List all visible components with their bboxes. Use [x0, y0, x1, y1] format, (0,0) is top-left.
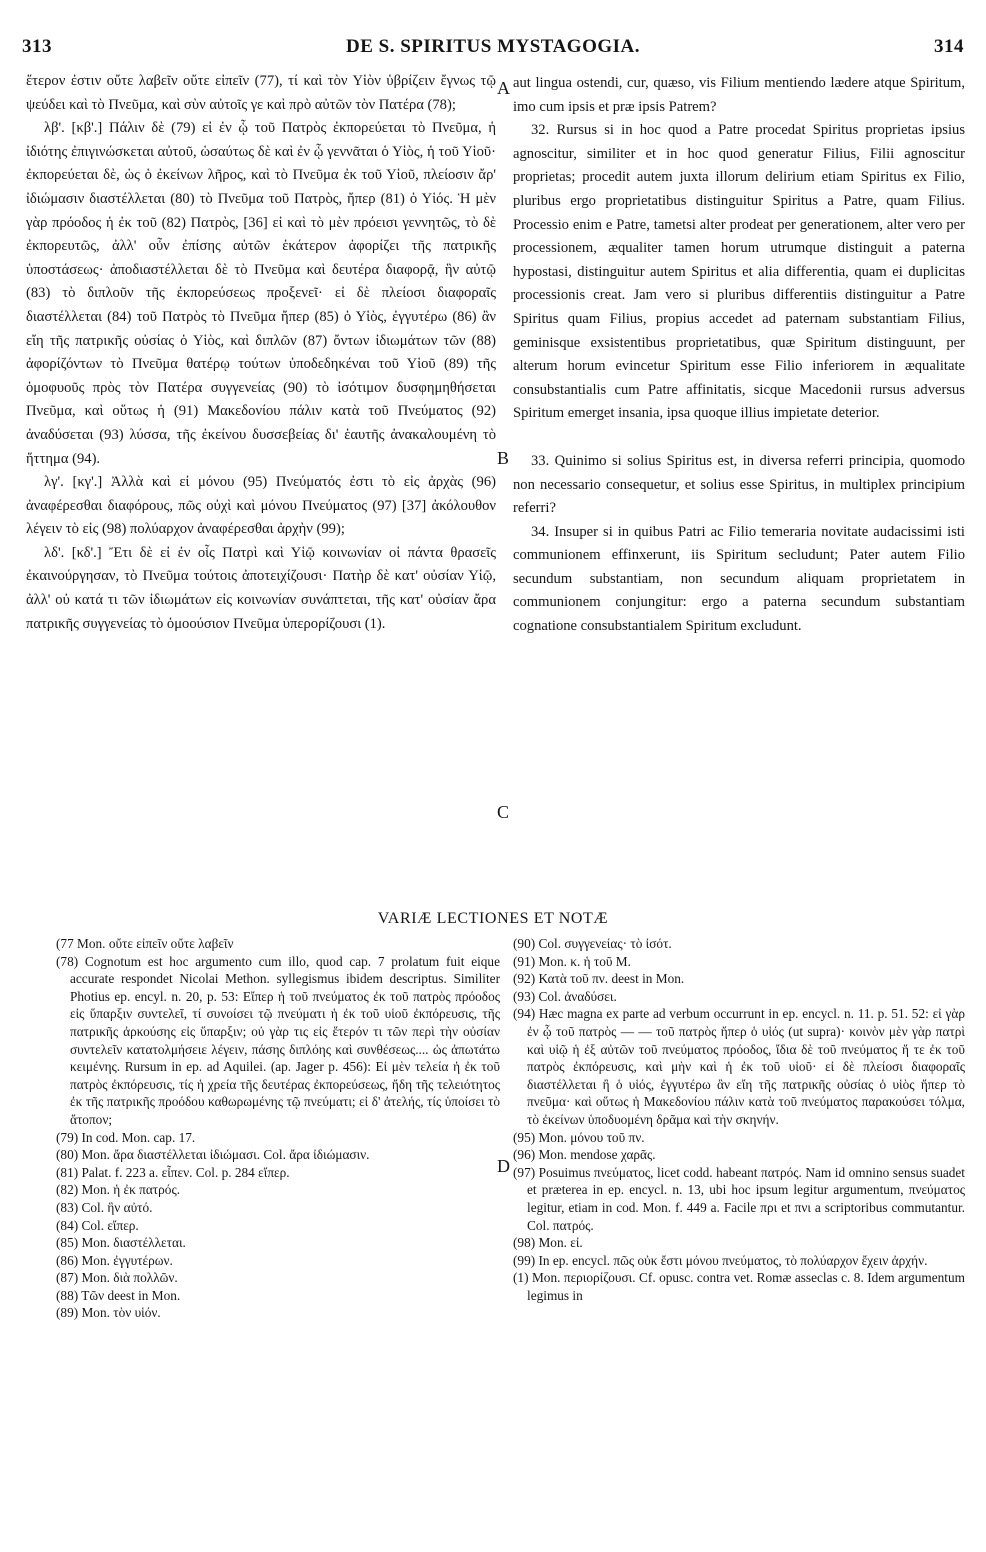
note-entry: (96) Mon. mendose χαρᾶς.: [513, 1147, 656, 1163]
notes-right-column: [513, 935, 965, 1304]
latin-paragraph: 33. Quinimo si solius Spiritus est, in diversa referri principia, quomodo non necessario consequetur, et solius esse Spiritus, in multiplex principium referri?: [513, 452, 965, 517]
note-entry: (88) Τῶν deest in Mon.: [56, 1287, 181, 1303]
margin-letter-d: D: [497, 1156, 510, 1176]
greek-paragraph: λδ'. [κδ'.] Ἔτι δὲ εἰ ἐν οἷς Πατρὶ καὶ Υἱῷ κοινωνίαν οἱ πάντα θρασεῖς ἐκαινούργησαν, τὸ Πνεῦμα τούτοις ἀποτειχίζουσι· Πατὴρ δὲ κατ' οὐσίαν Υἱῷ, ἀλλ' οὐ κατά τι τῶν ἰδιωμάτων εἰς κοινωνίαν συνάπτεται, τῆς κατ' οὐσίαν ἄρα πατρικῆς συγγενείας τὸ ὁμοούσιον Πνεῦμα ὑπερορίζουσι (1).: [26, 544, 496, 632]
note-entry: (91) Mon. κ. ἡ τοῦ Μ.: [513, 953, 631, 969]
note-entry: (77 Mon. οὔτε εἰπεῖν οὔτε λαβεῖν: [56, 936, 234, 951]
note-entry: (80) Mon. ἄρα διαστέλλεται ἰδιώμασι. Col. ἄρα ἰδιώμασιν.: [56, 1147, 370, 1163]
notes-left-column: [56, 935, 500, 1322]
note-entry: (97) Posuimus πνεύματος, licet codd. habeant πατρός. Nam id omnino sensus suadet et præterea in ep. encycl. n. 13, ubi hoc ipsum legitur argumentum, πνεύματος legitur, etiam in cod. Mon. f. 449 a. Facile πρι et πνι a scriptoribus commutantur. Col. πατρός.: [513, 1164, 965, 1233]
note-entry: (78) Cognotum est hoc argumento cum illo, quod cap. 7 prolatum fuit eique accurate respondet Nicolai Methon. syllegismus ibidem descriptus. Similiter Photius ep. encyl. n. 20, p. 53: Εἴπερ ἡ τοῦ πνεύματος ἐκ τοῦ πατρὸς πρόοδος εἰς ὕπαρξιν συντελεῖ, τί συνοίσει τῷ πνεύματι ἡ ἐκ τοῦ υἱοῦ ἐκπόρευσις, τῆς πατρικῆς ἀρκούσης εἰς ὕπαρξιν; οὐ γὰρ τις εἰς ἕτερόν τι τῶν περὶ τὴν οὐσίαν συντελεῖν κατατολμήσειε λέγειν, πάσης διπλόης καὶ συνθέσεως.... ὡς ἀπωτάτω κειμένης. Rursum in ep. ad Aquilei. (ap. Jager p. 456): Εἰ μὲν τελεία ἡ ἐκ τοῦ πατρὸς ἐκπόρευσις, τίς ἡ χρεία τῆς δευτέρας ἐκπορεύσεως, ἤδη τῆς τελειότητος ἐκ τῆς πατρικῆς προόδου καθωρωμένης τῷ πνεύματι; εἰ δ' ἀτελής, τίς ὑποίσει τὸ ἄτοπον;: [56, 953, 500, 1127]
note-entry: (85) Mon. διαστέλλεται.: [56, 1235, 186, 1251]
greek-paragraph: ἕτερον ἐστιν οὔτε λαβεῖν οὔτε εἰπεῖν (77), τί καὶ τὸν Υἱὸν ὑβρίζειν ἔγνως τῷ ψεύδει καὶ τὸ Πνεῦμα, καὶ σὺν αὐτοῖς γε καὶ πρὸ αὐτῶν τὸν Πατέρα (78);: [26, 73, 496, 113]
note-entry: (89) Mon. τὸν υἱόν.: [56, 1305, 161, 1321]
page-number-right: 314: [934, 36, 964, 57]
note-entry: (99) In ep. encycl. πῶς οὐκ ἔστι μόνου πνεύματος, τὸ πολύαρχον ἔχειν ἀρχήν.: [513, 1252, 928, 1268]
note-entry: (83) Col. ἣν αὐτό.: [56, 1199, 153, 1215]
running-header: [22, 36, 964, 62]
note-entry: (86) Mon. ἐγγυτέρων.: [56, 1252, 173, 1268]
page-number-left: 313: [22, 36, 52, 57]
note-entry: (84) Col. εἴπερ.: [56, 1217, 139, 1233]
note-entry: (90) Col. συγγενείας· τὸ ἰσότ.: [513, 936, 672, 951]
margin-letter-a: A: [497, 78, 510, 98]
greek-text-column: [26, 70, 496, 636]
latin-paragraph: 34. Insuper si in quibus Patri ac Filio temeraria novitate audacissimi isti communionem effinxerunt, iis Spiritum secludunt; Pater autem Filio secundum substantiam, non secundum aliquam proprietatem in communionem conjungitur: ergo a paterna secundum substantiam cognatione consubstantialem Spiritum excludunt.: [513, 523, 965, 635]
note-entry: (87) Mon. διὰ πολλῶν.: [56, 1270, 178, 1286]
margin-letter-c: C: [497, 802, 510, 822]
margin-letter-b: B: [497, 448, 510, 468]
running-title: DE S. SPIRITUS MYSTAGOGIA.: [345, 36, 640, 57]
latin-paragraph: 32. Rursus si in hoc quod a Patre procedat Spiritus proprietas ipsius agnoscitur, similiter et in hoc quod generatur Filius, Filii agnoscitur proprietas; procedit autem juxta illorum delirium etiam Spiritus ex Filio, pluribus ergo proprietatibus distinguitur Spiritus a Patre, quam Filius. Processio enim e Patre, tametsi alter prodeat per generationem, alter vero per processionem, æqualiter tamen horum utrumque distinguit a paterna hypostasi, distinguitur autem Spiritus et alia differentia, quam ei duplicitas processionis creat. Jam vero si pluribus differentiis distinguitur a Patre Spiritus quam Filius, propius accedet ad paternam substantiam Filius, geminisque exsistentibus proprietatibus, quæ Spiritum distinguunt, per alterum horum evincetur Spiritum esse Filio inferiorem in æqualitate consubstantialis cum Patre affinitatis, sicque Macedonii rursus adversus Spiritum emerget insania, ipsa quoque illius impietate deterior.: [513, 122, 965, 422]
latin-text-column: [513, 72, 965, 639]
note-entry: (1) Mon. περιορίζουσι. Cf. opusc. contra vet. Romæ asseclas c. 8. Idem argumentum legimus in: [513, 1270, 965, 1303]
note-entry: (98) Mon. εἰ.: [513, 1235, 583, 1251]
note-entry: (81) Palat. f. 223 a. εἶπεν. Col. p. 284 εἴπερ.: [56, 1164, 290, 1180]
note-entry: (94) Hæc magna ex parte ad verbum occurrunt in ep. encycl. n. 11. p. 51. 52: εἰ γὰρ ἐν ᾧ τοῦ πατρὸς — — τοῦ πατρὸς ἤπερ ὁ υἱός (ut supra)· κοινὸν μὲν γὰρ πατρὶ καὶ υἱῷ ἡ ἐξ αὐτῶν τοῦ πνεύματος πρόοδος, ἴδια δὲ τοῦ πνεύματος ἥ τε ἐκ τοῦ πατρὸς ἐκπόρευσις, καὶ μὴν καὶ ἡ ἐκ τοῦ υἱοῦ· εἰ δὲ πλείοσι διαφοραῖς διαστέλλεται ἢ ὁ υἱός, ἐγγυτέρω ἂν εἴη τῆς πατρικῆς οὐσίας ὁ υἱὸς ἤπερ τὸ πνεῦμα· καὶ οὕτως ἡ Μακεδονίου πάλιν κατὰ τοῦ πνεύματος παρακούσει τόλμα, τὸ ἐκείνων ὑποδυομένη δρᾶμα καὶ τὴν σκηνήν.: [513, 1006, 965, 1127]
notes-section-title: VARIÆ LECTIONES ET NOTÆ: [377, 910, 609, 927]
greek-paragraph: λγ'. [κγ'.] Ἀλλὰ καὶ εἰ μόνου (95) Πνεύματός ἐστι τὸ εἰς ἀρχὰς (96) ἀναφέρεσθαι διαφόρους, πῶς οὐχὶ καὶ μόνου Πνεύματος (97) [37] ἀκόλουθον λέγειν τὸ εἰς (98) πολύαρχον ἀναφέρεσθαι ἀρχὴν (99);: [26, 474, 496, 538]
note-entry: (82) Mon. ἡ ἐκ πατρός.: [56, 1182, 181, 1198]
note-entry: (93) Col. ἀναδύσει.: [513, 988, 617, 1004]
note-entry: (79) In cod. Mon. cap. 17.: [56, 1129, 196, 1145]
note-entry: (92) Κατὰ τοῦ πν. deest in Mon.: [513, 971, 685, 987]
note-entry: (95) Mon. μόνου τοῦ πν.: [513, 1129, 645, 1145]
latin-paragraph: aut lingua ostendi, cur, quæso, vis Filium mentiendo lædere atque Spiritum, imo cum ipsis et præ ipsis Patrem?: [513, 75, 965, 115]
greek-paragraph: λβ'. [κβ'.] Πάλιν δὲ (79) εἰ ἐν ᾧ τοῦ Πατρὸς ἐκπορεύεται τὸ Πνεῦμα, ἡ ἰδιότης ἐπιγινώσκεται αὐτοῦ, ὡσαύτως δὲ καὶ ἐν ᾧ γεννᾶται ὁ Υἱὸς, ἡ τοῦ Υἱοῦ· ἐκπορεύεται δὲ, ὡς ὁ ἐκείνων λῆρος, καὶ τὸ Πνεῦμα ἐκ τοῦ Υἱοῦ, πλείοσιν ἄρ' ἰδιώμασιν διαστέλλεται (80) τὸ Πνεῦμα τοῦ Πατρὸς, ἤπερ (81) ὁ Υἱός. Ἡ μὲν γὰρ πρόοδος ἡ ἐκ τοῦ (82) Πατρὸς, [36] εἰ καὶ τὸ μὲν πρόεισι γεννητῶς, τὸ δὲ ἐκπορευτῶς, ἀλλ' οὖν ἐπίσης αὐτῶν ἑκάτερον ἀφορίζει τῆς πατρικῆς ὑποστάσεως· ἀποδιαστέλλεται δὲ τὸ Πνεῦμα καὶ δευτέρα διαφορᾷ, ἣν αὐτῷ (83) τὸ διπλοῦν τῆς ἐκπορεύσεως προξενεῖ· εἰ δὲ πλείοσι διαφοραῖς διαστέλλεται (84) τοῦ Πατρὸς τὸ Πνεῦμα ἤπερ (85) ὁ Υἱὸς, ἐγγυτέρω (86) ἂν εἴη τῆς πατρικῆς οὐσίας ὁ Υἱὸς, καὶ διπλῶν (87) ὄντων ἰδιωμάτων τῶν (88) ἀφορίζόντων τὸ Πνεῦμα θατέρῳ τούτων ὑποδεδηκέναι τοῦ Υἱοῦ (89) τῆς ὁμοφυοῦς πρὸς τὸν Πατέρα συγγενείας (90) τὸ ἰσότιμον δυσφημηθήσεται Πνεῦμα, καὶ οὕτως ἡ (91) Μακεδονίου πάλιν κατὰ τοῦ Πνεύματος (92) ἀναδύσεται (93) λύσσα, τῆς ἐκείνου δυσσεβείας δι' ἑαυτῆς ἀνακαλουμένη τὸ ἥττημα (94).: [26, 120, 496, 467]
